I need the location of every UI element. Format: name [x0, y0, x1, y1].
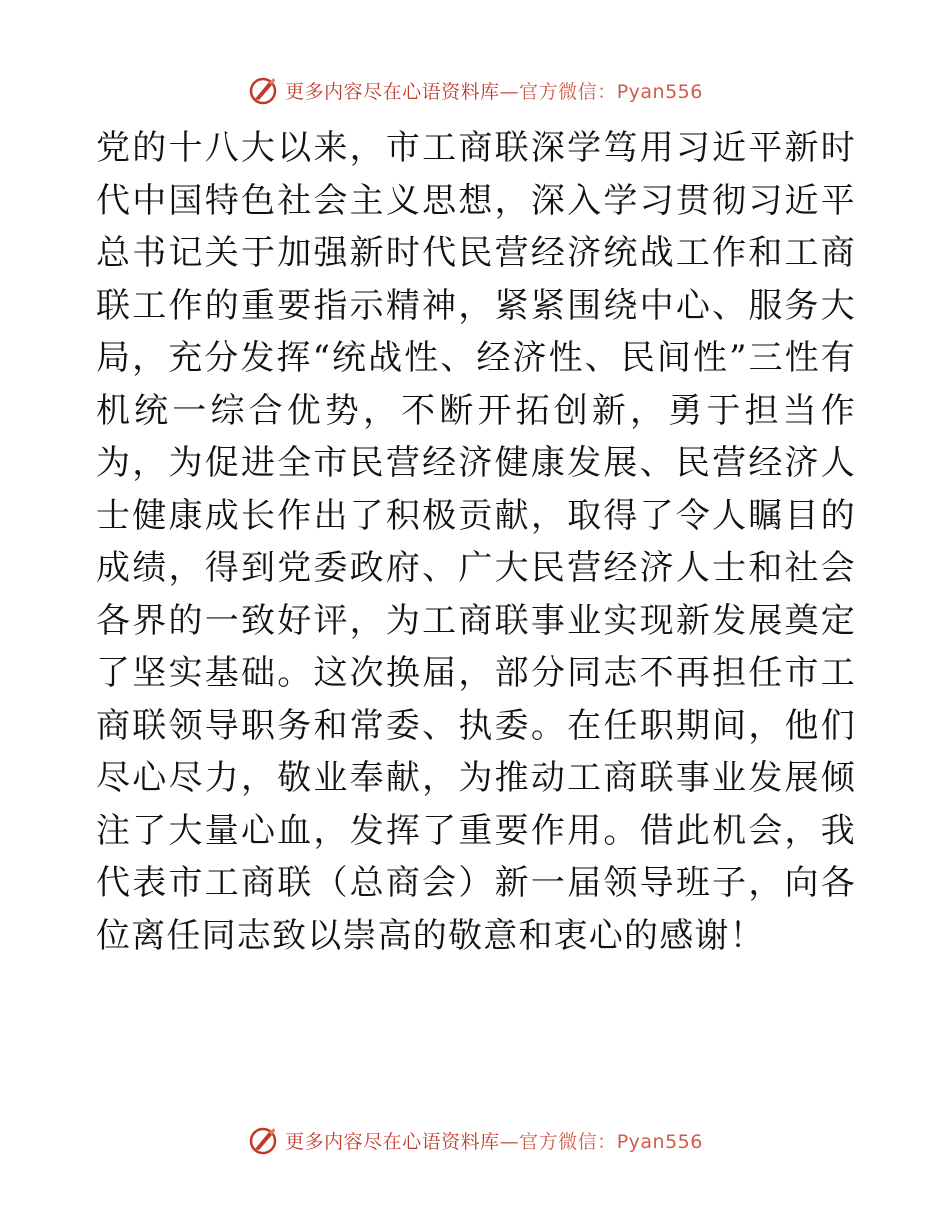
- footer-wechat-handle: Pyan556: [616, 1130, 703, 1153]
- quill-pen-icon: [247, 74, 279, 106]
- footer-banner-text: [285, 1127, 703, 1154]
- footer-slogan: 更多内容尽在心语资料库: [285, 1130, 500, 1153]
- header-banner: [0, 70, 950, 110]
- header-slogan: 更多内容尽在心语资料库: [285, 80, 500, 103]
- document-paragraph: 党的十八大以来，市工商联深学笃用习近平新时代中国特色社会主义思想，深入学习贯彻习近平总书记关于加强新时代民营经济统战工作和工商联工作的重要指示精神，紧紧围绕中心、服务大局，充分发挥“统战性、经济性、民间性”三性有机统一综合优势，不断开拓创新，勇于担当作为，为促进全市民营经济健康发展、民营经济人士健康成长作出了积极贡献，取得了令人瞩目的成绩，得到党委政府、广大民营经济人士和社会各界的一致好评，为工商联事业实现新发展奠定了坚实基础。这次换届，部分同志不再担任市工商联领导职务和常委、执委。在任职期间，他们尽心尽力，敬业奉献，为推动工商联事业发展倾注了大量心血，发挥了重要作用。借此机会，我代表市工商联（总商会）新一届领导班子，向各位离任同志致以崇高的敬意和衷心的感谢！: [96, 128, 856, 956]
- header-separator: —: [499, 80, 520, 103]
- footer-banner: [0, 1120, 950, 1160]
- footer-separator: —: [499, 1130, 520, 1153]
- header-banner-text: [285, 77, 703, 104]
- header-wechat-handle: Pyan556: [616, 80, 703, 103]
- footer-wechat-label: 官方微信：: [519, 1130, 617, 1153]
- header-wechat-label: 官方微信：: [519, 80, 617, 103]
- quill-pen-icon: [247, 1124, 279, 1156]
